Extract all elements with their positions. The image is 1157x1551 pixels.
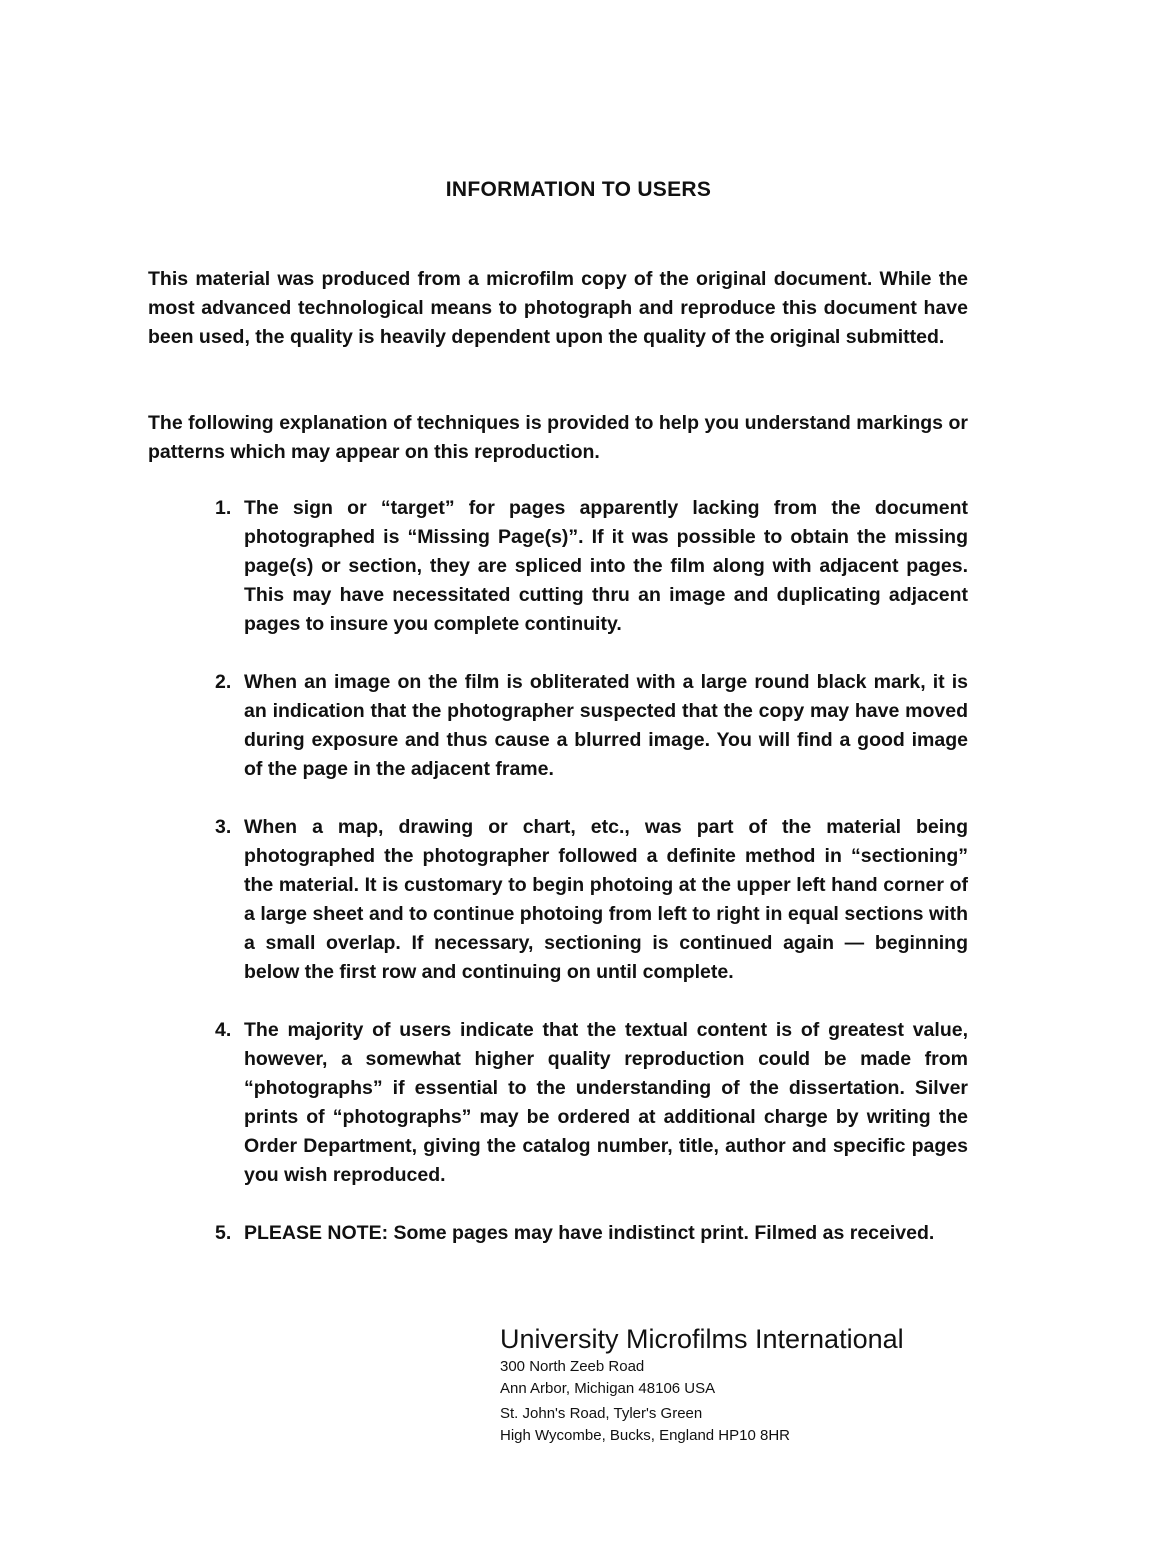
publisher-block [500, 1322, 904, 1447]
address-line: St. John's Road, Tyler's Green [500, 1405, 703, 1422]
intro-paragraph: This material was produced from a microfilm copy of the original document. While the most advanced technological means to photograph and reproduce this document have been used, the quality is heavily dependent upon the quality of the original submitted. [148, 268, 968, 348]
list-item-text: PLEASE NOTE: Some pages may have indistinct print. Filmed as received. [244, 1222, 935, 1244]
address-line: Ann Arbor, Michigan 48106 USA [500, 1380, 716, 1397]
list-item [215, 1219, 968, 1248]
list-item [215, 813, 968, 987]
list-item-text: The majority of users indicate that the textual content is of greatest value, however, a somewhat higher quality reproduction could be made from “photographs” if essential to the understanding of the dissertation. Silver prints of “photographs” may be ordered at additional charge by writing the Order Department, giving the catalog number, title, author and specific pages you wish reproduced. [244, 1019, 968, 1186]
address-line: 300 North Zeeb Road [500, 1358, 645, 1375]
list-item [215, 1016, 968, 1190]
list-item-number: 2. [215, 671, 232, 693]
publisher-name: University Microfilms International [500, 1324, 904, 1354]
list-item-text: When an image on the film is obliterated with a large round black mark, it is an indication that the photographer suspected that the copy may have moved during exposure and thus cause a blurred image. You will find a good image of the page in the adjacent frame. [244, 671, 968, 780]
explanation-paragraph: The following explanation of techniques is provided to help you understand markings or patterns which may appear on this reproduction. [148, 412, 968, 463]
address-line: High Wycombe, Bucks, England HP10 8HR [500, 1427, 790, 1444]
list-item-number: 1. [215, 497, 232, 519]
list-item [215, 668, 968, 784]
list-item-number: 4. [215, 1019, 232, 1041]
list-item-number: 3. [215, 816, 232, 838]
page-title: INFORMATION TO USERS [445, 178, 712, 201]
list-item [215, 494, 968, 639]
list-item-number: 5. [215, 1222, 232, 1244]
technique-list [215, 494, 968, 1277]
list-item-text: When a map, drawing or chart, etc., was part of the material being photographed the photographer followed a definite method in “sectioning” the material. It is customary to begin photoing at the upper left hand corner of a large sheet and to continue photoing from left to right in equal sections with a small overlap. If necessary, sectioning is continued again — beginning below the first row and continuing on until complete. [244, 816, 968, 983]
list-item-text: The sign or “target” for pages apparently lacking from the document photographed is “Missing Page(s)”. If it was possible to obtain the missing page(s) or section, they are spliced into the film along with adjacent pages. This may have necessitated cutting thru an image and duplicating adjacent pages to insure you complete continuity. [244, 497, 968, 635]
